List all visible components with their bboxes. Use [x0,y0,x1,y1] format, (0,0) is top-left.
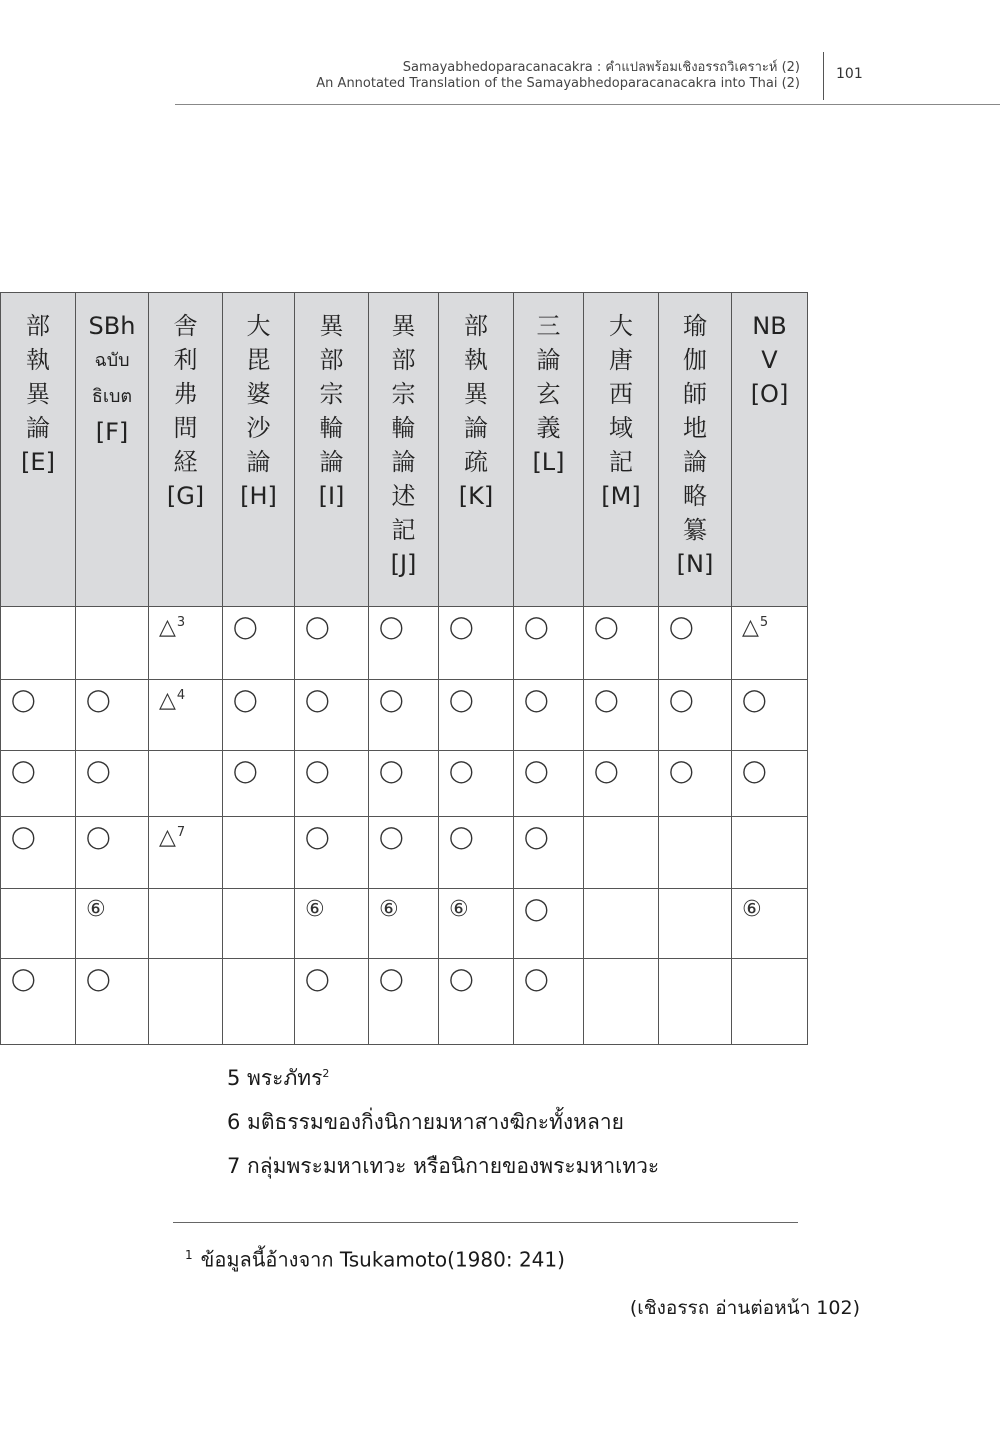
table-cell [514,680,584,751]
footnote-rule [173,1222,798,1223]
header-text: 部 [464,312,488,340]
table-cell [149,680,223,751]
table-cell [223,959,295,1045]
header-text: 婆 [246,380,271,408]
header-text: 異 [26,380,50,408]
mark-footnote-ref: 3 [176,614,186,630]
column-header-j [369,293,439,607]
header-text: [G] [166,482,205,510]
column-header-i [295,293,369,607]
column-header-k [439,293,514,607]
table-cell [76,889,149,959]
running-head-line-2: An Annotated Translation of the Samayabhedoparacanacakra into Thai (2) [316,76,800,91]
header-text: 述 [391,482,416,510]
table-cell [732,817,808,889]
header-text: 大 [246,312,271,340]
table-cell [295,889,369,959]
column-header-g [149,293,223,607]
note-7: 7 กลุ่มพระมหาเทวะ หรือนิกายของพระมหาเทวะ [227,1154,660,1178]
table-cell [149,817,223,889]
table-cell [514,889,584,959]
header-text: NB [752,312,787,340]
notes-list [227,1052,659,1188]
header-text: 異 [464,380,488,408]
header-text: 論 [391,448,416,476]
mark-glyph: △ [159,688,176,713]
header-text: [M] [601,482,641,510]
table-cell [584,607,659,680]
table-cell [223,889,295,959]
header-text: 論 [26,414,50,442]
mark-glyph: ◯ [669,615,694,640]
mark-glyph: ◯ [11,825,36,850]
header-divider [823,52,824,100]
circle-mark [233,616,258,640]
header-text: V [761,346,778,374]
note-6: 6 มติธรรมของกิ่งนิกายมหาสางฆิกะทั้งหลาย [227,1110,624,1134]
table-cell [439,751,514,817]
mark-glyph: ◯ [11,759,36,784]
circle-mark [233,689,258,713]
column-header-l [514,293,584,607]
header-text: 大 [609,312,633,340]
header-text: 西 [609,380,633,408]
header-text: 伽 [683,346,707,374]
table-cell [659,817,732,889]
circle-mark [449,760,474,784]
table-cell [659,751,732,817]
table-cell [76,959,149,1045]
circled-six-mark [86,898,106,922]
mark-glyph: ◯ [11,688,36,713]
table-cell [76,680,149,751]
mark-glyph: ⑥ [305,897,325,922]
table-body [1,607,808,1045]
header-text: [F] [95,418,129,446]
table-cell [1,959,76,1045]
table-cell [149,751,223,817]
table-cell [223,607,295,680]
mark-glyph: ◯ [524,688,549,713]
table-cell [1,680,76,751]
table-cell [584,817,659,889]
triangle-mark [159,826,185,850]
table-cell [514,607,584,680]
header-text: 三 [536,312,561,340]
header-text: 部 [391,346,416,374]
mark-glyph: ◯ [449,825,474,850]
circle-mark [669,760,694,784]
header-text: SBh [88,312,136,340]
circle-mark [524,616,549,640]
page-number: 101 [836,66,863,82]
mark-glyph: ◯ [305,615,330,640]
circle-mark [11,760,36,784]
header-text: [L] [532,448,565,476]
mark-glyph: ◯ [305,825,330,850]
header-text: 唐 [609,346,633,374]
table-cell [1,889,76,959]
circle-mark [11,968,36,992]
circle-mark [669,689,694,713]
circle-mark [524,760,549,784]
header-text: ฉบับ [94,350,130,371]
mark-glyph: ◯ [86,967,111,992]
table-cell [295,817,369,889]
header-text: 論 [683,448,707,476]
mark-glyph: ◯ [379,688,404,713]
circle-mark [524,826,549,850]
header-text: 師 [683,380,707,408]
column-header-n [659,293,732,607]
mark-glyph: ◯ [233,615,258,640]
header-text: 地 [683,414,707,442]
table-cell [732,751,808,817]
header-text: [I] [318,482,345,510]
header-text: 玄 [536,380,561,408]
header-text: [H] [240,482,277,510]
table-cell [295,607,369,680]
mark-glyph: ◯ [524,759,549,784]
table-cell [439,607,514,680]
mark-glyph: ⑥ [379,897,399,922]
header-text: 纂 [683,516,707,544]
header-text: 宗 [319,380,344,408]
table-cell [1,607,76,680]
circle-mark [11,689,36,713]
circle-mark [742,760,767,784]
circle-mark [524,898,549,922]
table-cell [295,680,369,751]
circle-mark [594,760,619,784]
table-cell [369,889,439,959]
mark-glyph: △ [742,615,759,640]
mark-glyph: ◯ [86,759,111,784]
column-header-e [1,293,76,607]
table-cell [369,959,439,1045]
header-text: 域 [609,414,633,442]
footnote [185,1238,565,1277]
table-cell [369,751,439,817]
mark-glyph: ◯ [379,825,404,850]
mark-glyph: ◯ [305,759,330,784]
circle-mark [379,826,404,850]
header-text: [O] [750,380,789,408]
table-cell [149,959,223,1045]
mark-glyph: ◯ [449,688,474,713]
circled-six-mark [379,898,399,922]
table-cell [659,680,732,751]
table-cell [223,680,295,751]
circle-mark [86,760,111,784]
header-text: 輪 [319,414,344,442]
table-cell [659,889,732,959]
circle-mark [379,689,404,713]
table-cell [659,607,732,680]
mark-glyph: ◯ [524,897,549,922]
header-text: ธิเบต [91,386,133,407]
mark-glyph: ◯ [449,759,474,784]
header-text: 部 [26,312,50,340]
column-header-o [732,293,808,607]
table-row [1,680,808,751]
mark-glyph: △ [159,825,176,850]
mark-glyph: △ [159,615,176,640]
table-cell [149,889,223,959]
table-cell [514,817,584,889]
mark-glyph: ⑥ [86,897,106,922]
table-cell [295,959,369,1045]
mark-glyph: ◯ [305,967,330,992]
table-row [1,817,808,889]
table-cell [439,959,514,1045]
table-row [1,607,808,680]
table-cell [76,607,149,680]
circle-mark [86,689,111,713]
running-head-line-1: Samayabhedoparacanacakra : คำแปลพร้อมเชิงอรรถวิเคราะห์ (2) [402,60,800,75]
table-cell [659,959,732,1045]
continued-note: (เชิงอรรถ อ่านต่อหน้า 102) [629,1297,860,1319]
mark-glyph: ⑥ [742,897,762,922]
comparison-table [0,292,808,1045]
column-header-h [223,293,295,607]
note-5: 5 พระภัทร$^2$ [227,1066,330,1090]
table-cell [514,959,584,1045]
header-text: 弗 [173,380,198,408]
table-header-row [1,293,808,607]
column-header-m [584,293,659,607]
circle-mark [449,968,474,992]
table-cell [439,680,514,751]
circle-mark [305,826,330,850]
header-text: 瑜 [683,312,707,340]
header-text: 略 [683,482,707,510]
circled-six-mark [449,898,469,922]
header-text: 論 [536,346,561,374]
table-cell [514,751,584,817]
mark-footnote-ref: 4 [176,687,186,703]
header-text: 執 [26,346,50,374]
header-text: [E] [21,448,55,476]
circle-mark [594,616,619,640]
circle-mark [524,968,549,992]
mark-glyph: ◯ [742,688,767,713]
table-cell [584,959,659,1045]
header-text: 記 [391,516,416,544]
table-cell [76,817,149,889]
table-row [1,959,808,1045]
header-text: 論 [246,448,271,476]
circle-mark [86,968,111,992]
table-cell [732,680,808,751]
header-text: 利 [173,346,198,374]
mark-glyph: ⑥ [449,897,469,922]
circle-mark [669,616,694,640]
circle-mark [594,689,619,713]
mark-glyph: ◯ [669,759,694,784]
triangle-mark [159,616,185,640]
header-text: 毘 [246,346,271,374]
mark-glyph: ◯ [742,759,767,784]
table-cell [295,751,369,817]
mark-glyph: ◯ [11,967,36,992]
table-cell [1,751,76,817]
circle-mark [449,826,474,850]
mark-glyph: ◯ [594,615,619,640]
footnote-text: ข้อมูลนี้อ้างจาก Tsukamoto(1980: 241) [200,1247,565,1272]
table-cell [439,889,514,959]
table-cell [369,607,439,680]
mark-glyph: ◯ [379,615,404,640]
table-cell [76,751,149,817]
header-text: [K] [458,482,494,510]
circle-mark [379,616,404,640]
mark-glyph: ◯ [449,615,474,640]
header-text: 舎 [173,312,198,340]
running-head [316,60,800,92]
mark-glyph: ◯ [594,688,619,713]
table-cell [584,889,659,959]
circle-mark [233,760,258,784]
column-header-f [76,293,149,607]
header-text: 経 [173,448,198,476]
header-text: 宗 [391,380,416,408]
header-text: 論 [319,448,344,476]
header-text: 問 [173,414,198,442]
mark-glyph: ◯ [524,825,549,850]
triangle-mark [159,689,185,713]
mark-glyph: ◯ [379,967,404,992]
header-rule [175,104,1000,105]
header-text: 論 [464,414,488,442]
table-cell [223,817,295,889]
mark-glyph: ◯ [669,688,694,713]
circle-mark [86,826,111,850]
header-text: [N] [676,550,714,578]
mark-glyph: ◯ [524,967,549,992]
circle-mark [305,689,330,713]
circle-mark [449,689,474,713]
table-cell [732,607,808,680]
circle-mark [379,968,404,992]
header-text: 沙 [246,414,271,442]
table-cell [369,680,439,751]
circle-mark [305,760,330,784]
header-text: [J] [390,550,417,578]
mark-glyph: ◯ [305,688,330,713]
table-cell [584,751,659,817]
footnote-number: 1 [185,1248,193,1262]
table-cell [369,817,439,889]
header-text: 記 [609,448,633,476]
header-text: 義 [536,414,561,442]
table-row [1,751,808,817]
mark-glyph: ◯ [449,967,474,992]
table-row [1,889,808,959]
table-cell [223,751,295,817]
mark-glyph: ◯ [594,759,619,784]
circle-mark [11,826,36,850]
header-text: 輪 [391,414,416,442]
mark-glyph: ◯ [233,759,258,784]
circle-mark [305,968,330,992]
mark-glyph: ◯ [86,825,111,850]
header-text: 疏 [464,448,488,476]
mark-footnote-ref: 7 [176,824,186,840]
mark-glyph: ◯ [524,615,549,640]
table-cell [149,607,223,680]
header-text: 異 [319,312,344,340]
header-text: 部 [319,346,344,374]
table-cell [439,817,514,889]
table-cell [732,959,808,1045]
circled-six-mark [305,898,325,922]
table-cell [732,889,808,959]
circle-mark [379,760,404,784]
circle-mark [524,689,549,713]
mark-glyph: ◯ [233,688,258,713]
mark-glyph: ◯ [86,688,111,713]
circle-mark [305,616,330,640]
triangle-mark [742,616,768,640]
header-text: 執 [464,346,488,374]
header-text: 異 [391,312,416,340]
mark-glyph: ◯ [379,759,404,784]
circle-mark [449,616,474,640]
mark-footnote-ref: 5 [759,614,769,630]
table-cell [1,817,76,889]
table-cell [584,680,659,751]
circled-six-mark [742,898,762,922]
circle-mark [742,689,767,713]
